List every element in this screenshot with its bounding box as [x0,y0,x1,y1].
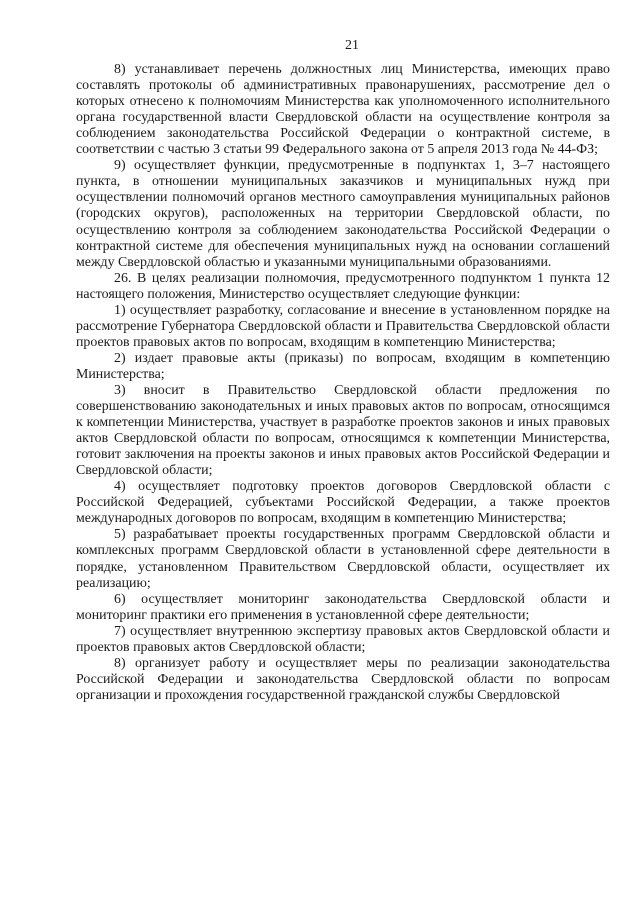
paragraph-clause-26: 26. В целях реализации полномочия, предусмотренного подпунктом 1 пункта 12 настоящего положения, Министерство осуществляет следующие функции: [76,270,610,302]
paragraph-item-8-civil-service: 8) организует работу и осуществляет меры по реализации законодательства Российской Федерации и законодательства Свердловской области по вопросам организации и прохождения государственной гражданской службы Свердловской [76,655,610,703]
paragraph-item-3: 3) вносит в Правительство Свердловской области предложения по совершенствованию законодательных и иных правовых актов по вопросам, относящимся к компетенции Министерства, участвует в разработке проектов законов и иных правовых актов Свердловской области по вопросам, относящимся к компетенции Министерства, готовит заключения на проекты законов и иных правовых актов Российской Федерации и Свердловской области; [76,382,610,479]
document-page [76,38,610,704]
paragraph-item-8-reports: 8) устанавливает перечень должностных лиц Министерства, имеющих право составлять протоколы об административных правонарушениях, рассмотрение дел о которых отнесено к полномочиям Министерства как уполномоченного исполнительного органа государственной власти Свердловской области на осуществление контроля за соблюдением законодательства Российской Федерации о контрактной системе, в соответствии с частью 3 статьи 99 Федерального закона от 5 апреля 2013 года № 44-ФЗ; [76,62,610,158]
paragraph-item-1: 1) осуществляет разработку, согласование и внесение в установленном порядке на рассмотрение Губернатора Свердловской области и Правительства Свердловской области проектов правовых актов по вопросам, входящим в компетенцию Министерства; [76,302,610,350]
paragraph-item-4: 4) осуществляет подготовку проектов договоров Свердловской области с Российской Федерацией, субъектами Российской Федерации, а также проектов международных договоров по вопросам, входящим в компетенцию Министерства; [76,479,610,527]
paragraph-item-2: 2) издает правовые акты (приказы) по вопросам, входящим в компетенцию Министерства; [76,350,610,382]
paragraph-item-5: 5) разрабатывает проекты государственных программ Свердловской области и комплексных программ Свердловской области в установленной сфере деятельности в порядке, установленном Правительством Свердловской области, осуществляет их реализацию; [76,527,610,591]
paragraph-item-9-municipal: 9) осуществляет функции, предусмотренные в подпунктах 1, 3–7 настоящего пункта, в отношении муниципальных заказчиков и муниципальных нужд при осуществлении полномочий органов местного самоуправления муниципальных районов (городских округов), расположенных на территории Свердловской области, по осуществлению контроля за соблюдением законодательства Российской Федерации о контрактной системе для обеспечения муниципальных нужд на основании соглашений между Свердловской областью и указанными муниципальными образованиями. [76,158,610,270]
page-number: 21 [345,38,359,53]
paragraph-item-6: 6) осуществляет мониторинг законодательства Свердловской области и мониторинг практики его применения в установленной сфере деятельности; [76,591,610,623]
paragraph-item-7: 7) осуществляет внутреннюю экспертизу правовых актов Свердловской области и проектов правовых актов Свердловской области; [76,623,610,655]
